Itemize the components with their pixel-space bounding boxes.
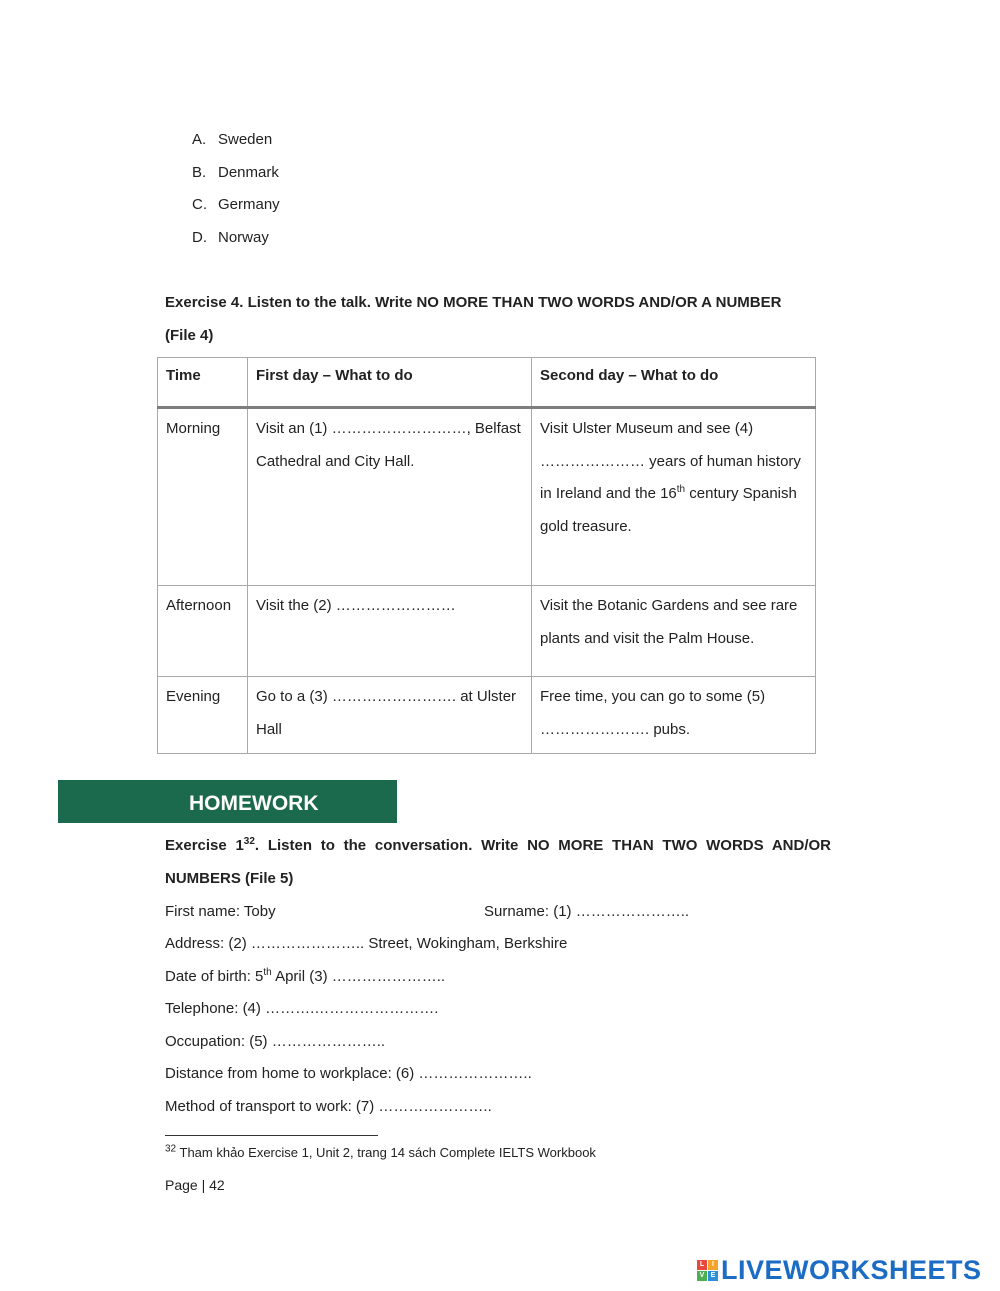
cell-first-day: Go to a (3) ……………………. at Ulster Hall	[248, 677, 532, 754]
cell-time: Morning	[158, 408, 248, 586]
transport-line: Method of transport to work: (7) …………………..	[165, 1098, 492, 1115]
distance-line: Distance from home to workplace: (6) …………………..	[165, 1065, 532, 1082]
exercise4-heading: Exercise 4. Listen to the talk. Write NO MORE THAN TWO WORDS AND/OR A NUMBER	[165, 294, 782, 311]
table-header-row	[158, 358, 816, 408]
option-d: D. Norway	[192, 229, 269, 246]
cell-first-day: Visit an (1) ………………………, Belfast Cathedral and City Hall.	[248, 408, 532, 586]
homework-banner: HOMEWORK	[58, 780, 397, 823]
cell-second-day: Free time, you can go to some (5) …………………. pubs.	[532, 677, 816, 754]
first-name-line: First name: Toby	[165, 903, 276, 920]
cell-second-day: Visit the Botanic Gardens and see rare plants and visit the Palm House.	[532, 586, 816, 677]
homework-exercise1-file: NUMBERS (File 5)	[165, 870, 294, 887]
address-line: Address: (2) ………………….. Street, Wokingham, Berkshire	[165, 935, 568, 952]
header-time: Time	[158, 358, 248, 408]
table-row	[158, 408, 816, 586]
cell-second-day: Visit Ulster Museum and see (4) ………………… years of human history in Ireland and the 16th century Spanish gold treasure.	[532, 408, 816, 586]
table-row	[158, 586, 816, 677]
telephone-line: Telephone: (4) ……….…………………….	[165, 1000, 439, 1017]
surname-line: Surname: (1) …………………..	[484, 903, 690, 920]
header-first-day: First day – What to do	[248, 358, 532, 408]
option-b: B. Denmark	[192, 164, 279, 181]
cell-first-day: Visit the (2) ……………………	[248, 586, 532, 677]
cell-time: Evening	[158, 677, 248, 754]
liveworksheets-logo[interactable]	[697, 1255, 982, 1285]
exercise4-file: (File 4)	[165, 327, 214, 344]
footnote: $^{32}$ Tham khảo Exercise 1, Unit 2, trang 14 sách Complete IELTS Workbook	[165, 1143, 596, 1160]
table-row	[158, 677, 816, 754]
exercise4-table	[157, 357, 816, 754]
logo-mark-icon: L I V E	[697, 1260, 718, 1281]
cell-time: Afternoon	[158, 586, 248, 677]
footnote-divider	[165, 1135, 378, 1136]
option-a: A. Sweden	[192, 131, 273, 148]
page-number: Page | 42	[165, 1177, 225, 1193]
homework-exercise1-heading: Exercise $1^{32}$. Listen to the conversation. Write NO MORE THAN TWO WORDS AND/OR	[165, 836, 831, 854]
header-second-day: Second day – What to do	[532, 358, 816, 408]
option-c: C. Germany	[192, 196, 280, 213]
dob-line: Date of birth: 5th April (3) …………………..	[165, 967, 446, 985]
brand-wordmark: LIVEWORKSHEETS	[721, 1254, 982, 1285]
occupation-line: Occupation: (5) …………………..	[165, 1033, 386, 1050]
